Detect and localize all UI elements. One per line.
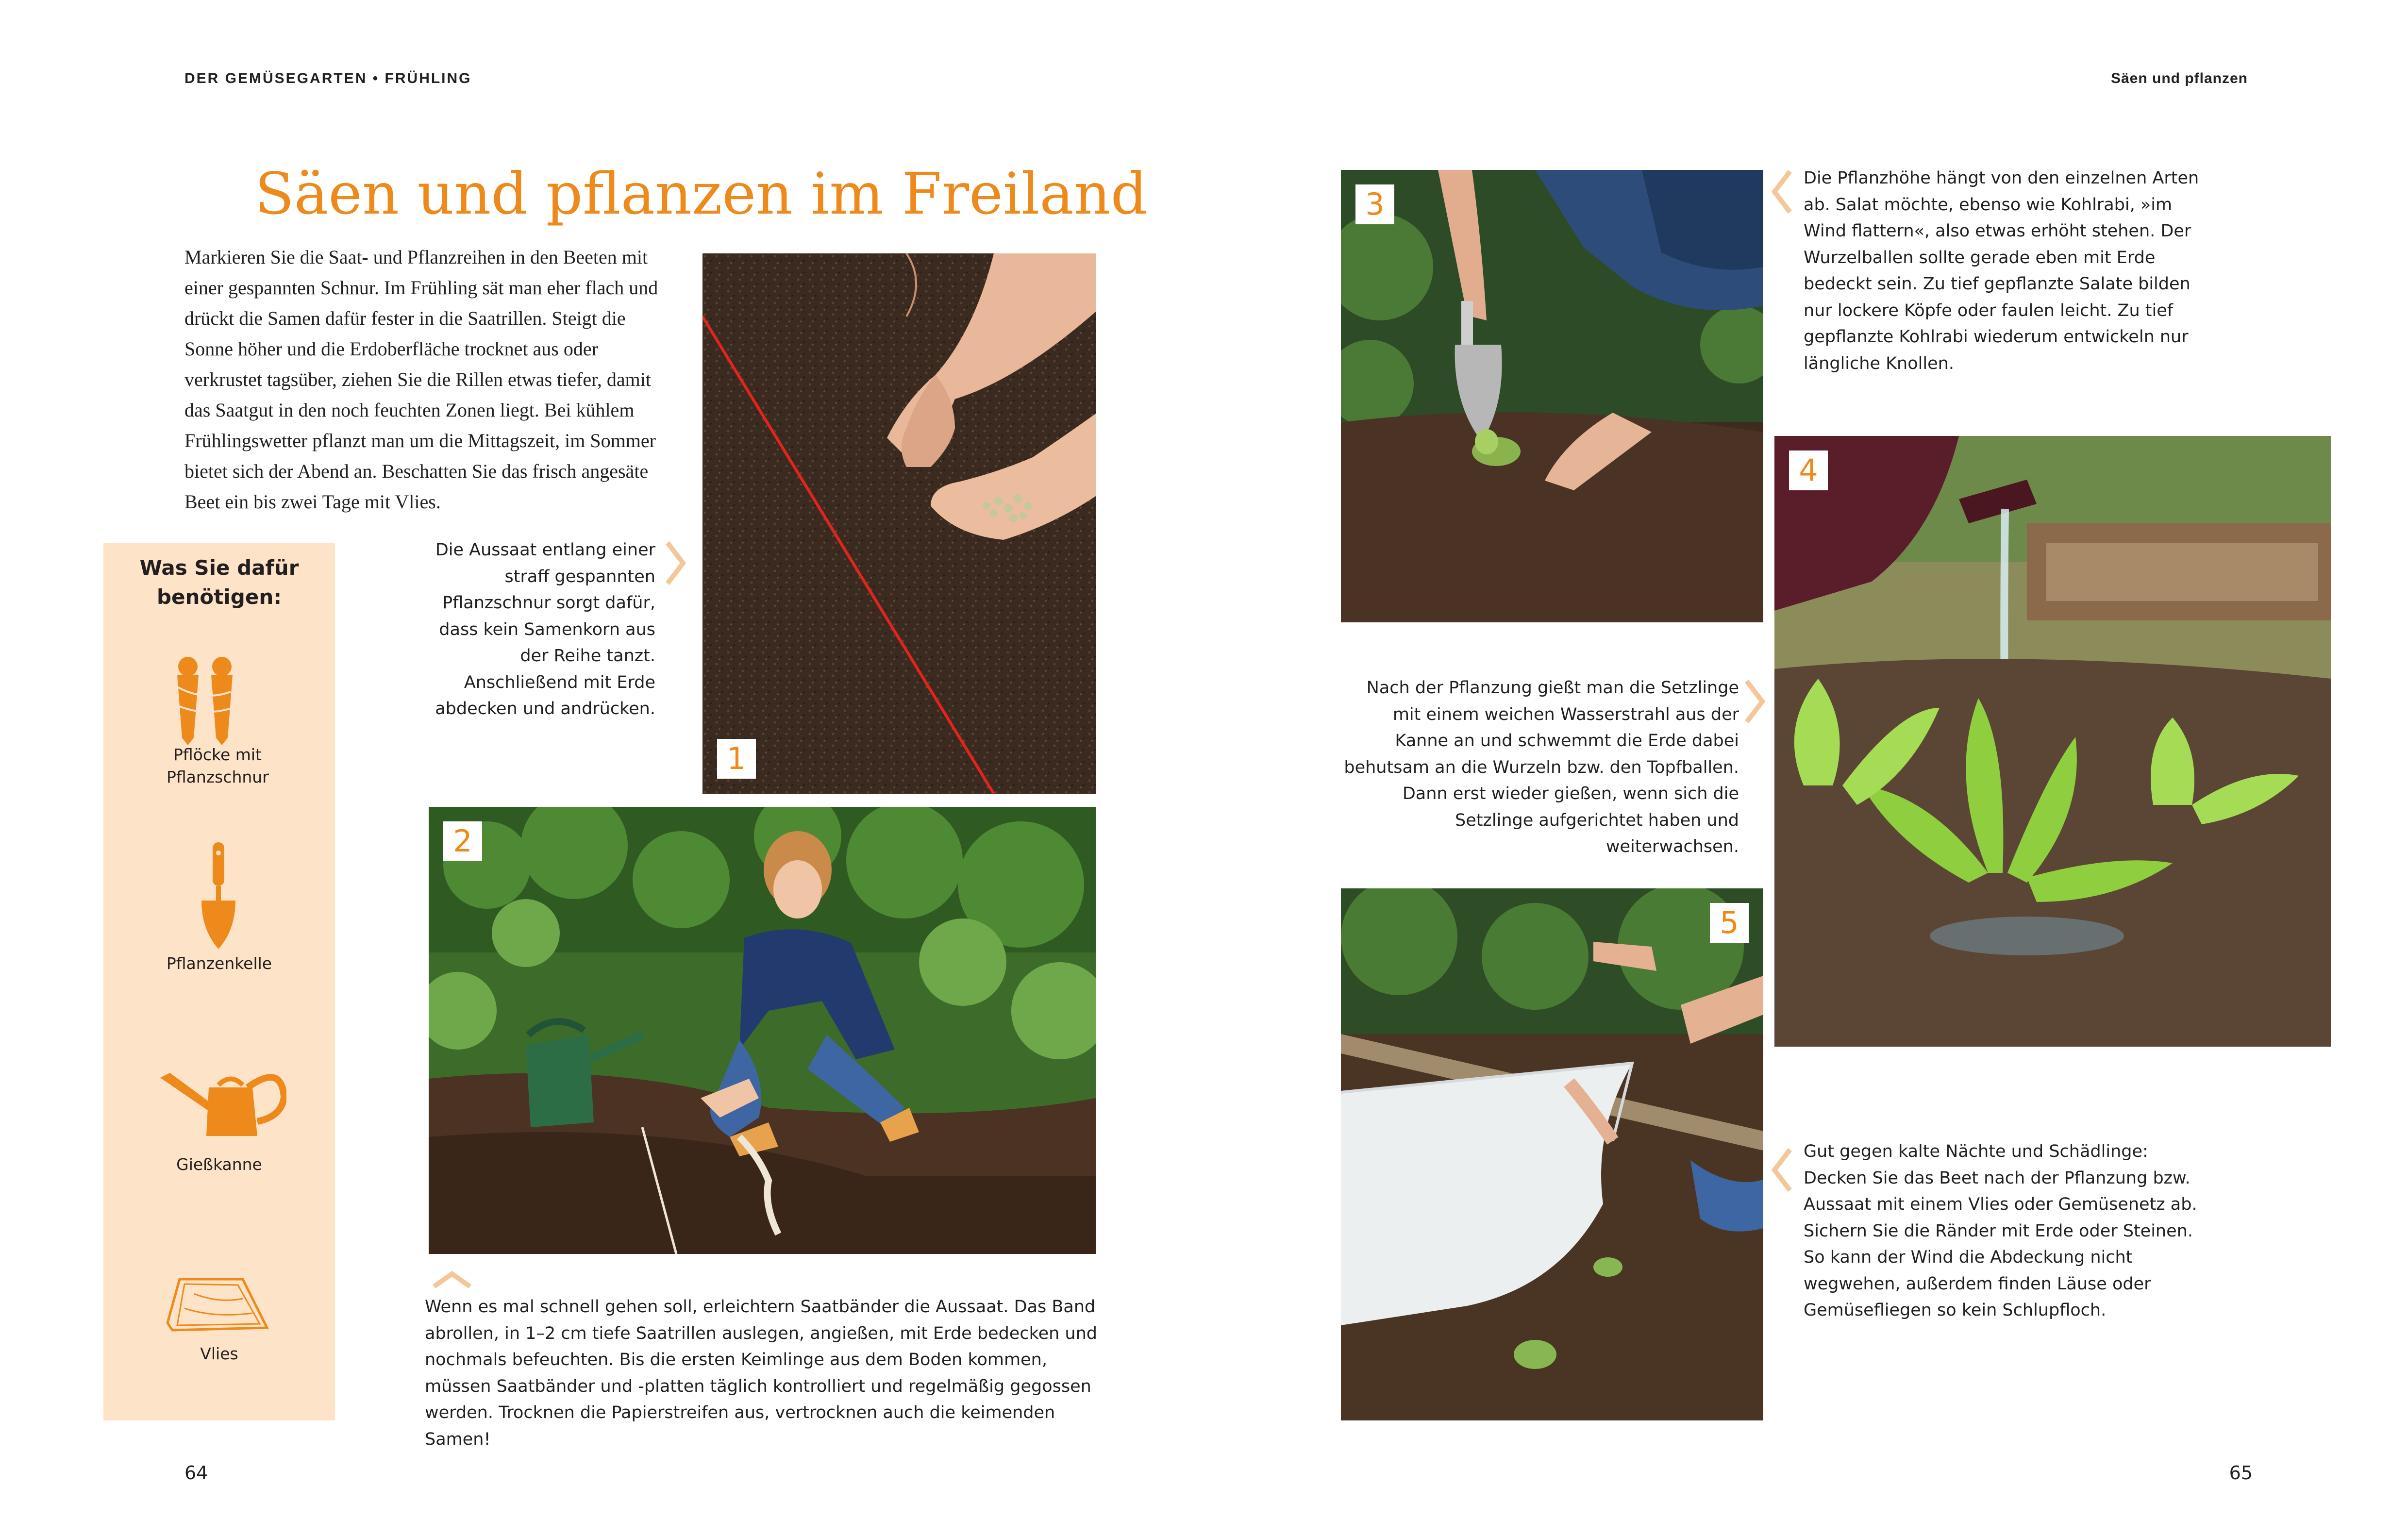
page-number-left: 64 (184, 1462, 208, 1484)
caption-step-1: Die Aussaat entlang einer straff gespannten Pflanzschnur sorgt dafür, dass kein Samenkorn aus der Reihe tanzt. Anschließend mit Erde abdecken und andrücken. (435, 540, 655, 718)
chevron-left-icon (1770, 167, 1794, 216)
caption-step-3: Die Pflanzhöhe hängt von den einzelnen Arten ab. Salat möchte, ebenso wie Kohlrabi, »im Wind flattern«, also etwas erhöht stehen. Der Wurzelballen sollte gerade eben mit Erde bedeckt sein. Zu tief gepflanzte Salate bilden nur lockere Köpfe oder faulen leicht. Zu tief gepflanzte Kohlrabi wiederum entwickeln nur längliche Knollen. (1804, 168, 2199, 373)
tool-label-watering-can: Gießkanne (176, 1155, 262, 1174)
photo-step-3-planting (1341, 170, 1763, 622)
step-number-4: 4 (1789, 451, 1828, 490)
watering-can-icon (160, 1058, 286, 1136)
page-number-right: 65 (2229, 1462, 2253, 1484)
chevron-right-icon (1743, 677, 1767, 726)
caption-step-4: Nach der Pflanzung gießt man die Setzlinge mit einem weichen Wasserstrahl aus der Kanne an und schwemmt die Erde dabei behutsam an die Wurzeln bzw. den Topfballen. Dann erst wieder gießen, wenn sich die Setzlinge aufgerichtet haben und weiterwachsen. (1344, 678, 1739, 856)
step-number-3: 3 (1355, 184, 1394, 224)
page-title: Säen und pflanzen im Freiland (255, 160, 1148, 227)
tool-label-trowel: Pflanzenkelle (166, 954, 272, 973)
running-head-left: DER GEMÜSEGARTEN • FRÜHLING (184, 70, 472, 86)
photo-step-5-fleece (1341, 888, 1763, 1420)
chevron-right-icon (664, 539, 688, 587)
stakes-with-string-icon (163, 653, 245, 745)
running-head-right: Säen und pflanzen (2110, 70, 2248, 86)
fleece-icon (165, 1269, 269, 1337)
sidebar-title: Was Sie dafür benötigen: (139, 556, 299, 609)
step-number-5: 5 (1710, 903, 1749, 943)
tool-label-stakes: Pflöcke mit Pflanzschnur (167, 745, 269, 786)
step-number-1: 1 (717, 739, 756, 779)
chevron-left-icon (1770, 1146, 1794, 1194)
caption-step-5: Gut gegen kalte Nächte und Schädlinge: Decken Sie das Beet nach der Pflanzung bzw. Aussaat mit einem Vlies oder Gemüsenetz ab. Sichern Sie die Ränder mit Erde oder Steinen. So kann der Wind die Abdeckung nicht wegwehen, außerdem finden Läuse oder Gemüsefliegen so kein Schlupfloch. (1804, 1142, 2197, 1320)
photo-step-4-watering (1774, 436, 2331, 1047)
photo-step-2-seed-tape (429, 807, 1096, 1254)
chevron-up-icon (430, 1270, 474, 1289)
intro-paragraph: Markieren Sie die Saat- und Pflanzreihen in den Beeten mit einer gespannten Schnur. Im Frühling sät man eher flach und drückt die Samen dafür fester in die Saatrillen. Steigt die Sonne höher und die Erdoberfläche trocknet aus oder verkrustet tagsüber, ziehen Sie die Rillen etwas tiefer, damit das Saatgut in den noch feuchten Zonen liegt. Bei kühlem Frühlingswetter pflanzt man um die Mittagszeit, im Sommer bietet sich der Abend an. Beschatten Sie das frisch angesäte Beet ein bis zwei Tage mit Vlies. (184, 246, 658, 513)
photo-step-1-sowing (702, 253, 1096, 794)
trowel-icon (197, 842, 240, 949)
step-number-2: 2 (443, 821, 482, 861)
tool-label-fleece: Vlies (200, 1344, 238, 1363)
caption-step-2: Wenn es mal schnell gehen soll, erleichtern Saatbänder die Aussaat. Das Band abrollen, in 1–2 cm tiefe Saatrillen auslegen, angießen, mit Erde bedecken und nochmals befeuchten. Bis die ersten Keimlinge aus dem Boden kommen, müssen Saatbänder und -platten täglich kontrolliert und regelmäßig gegossen werden. Trocknen die Papierstreifen aus, vertrocknen auch die keimenden Samen! (425, 1297, 1098, 1449)
